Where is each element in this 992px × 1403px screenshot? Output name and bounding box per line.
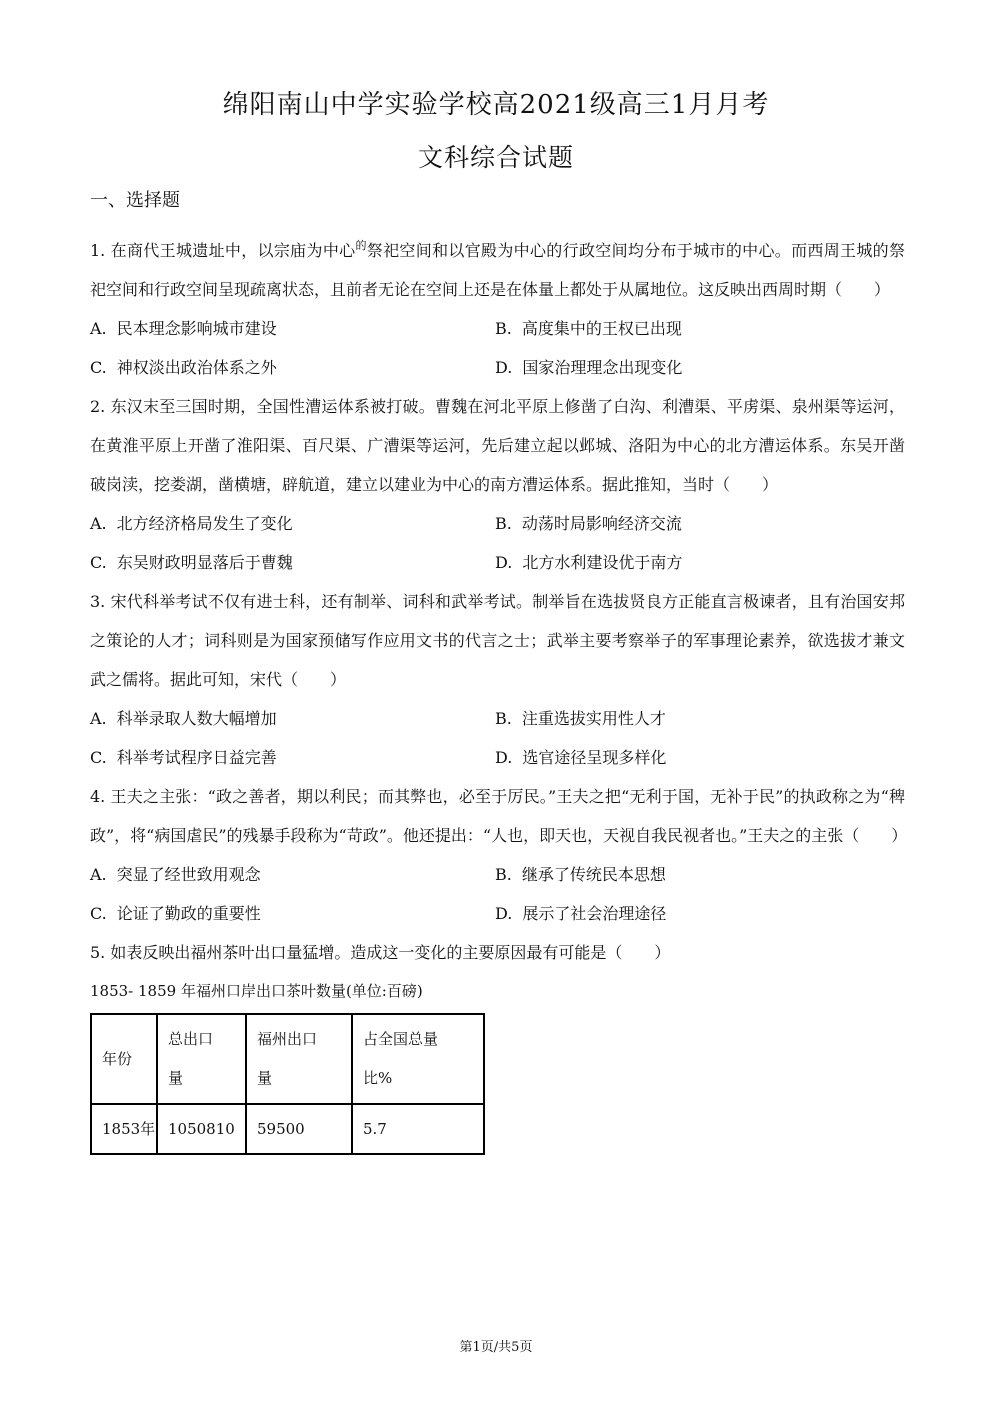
- option-b: [495, 309, 900, 348]
- table-header-row: [91, 1014, 484, 1104]
- option-key: B.: [495, 865, 512, 884]
- option-key: A.: [90, 514, 107, 533]
- option-key: C.: [90, 748, 107, 767]
- header-share-line2: 比%: [363, 1069, 393, 1087]
- header-total-line1: 总出口: [168, 1030, 214, 1048]
- header-year: 年份: [91, 1014, 157, 1104]
- option-text: 动荡时局影响经济交流: [521, 514, 682, 533]
- option-text: 北方水利建设优于南方: [522, 553, 683, 572]
- option-key: C.: [90, 904, 107, 923]
- option-d: [495, 348, 900, 387]
- option-key: D.: [495, 358, 513, 377]
- option-text: 神权淡出政治体系之外: [116, 358, 277, 377]
- question-2-options: [90, 504, 905, 582]
- question-1: [90, 226, 905, 309]
- question-3: 3. 宋代科举考试不仅有进士科，还有制举、词科和武举考试。制举旨在选拔贤良方正能直言极谏者，且有治国安邦之策论的人才；词科则是为国家预储写作应用文书的代言之士；武举主要考察举子的军事理论素养，欲选拔才兼文武之儒将。据此可知，宋代（ ）: [90, 592, 905, 689]
- option-key: D.: [495, 553, 513, 572]
- option-text: 继承了传统民本思想: [521, 865, 666, 884]
- option-text: 展示了社会治理途径: [522, 904, 667, 923]
- option-text: 东吴财政明显落后于曹魏: [116, 553, 293, 572]
- header-share: [352, 1014, 484, 1104]
- option-text: 高度集中的王权已出现: [521, 319, 682, 338]
- option-c: [90, 738, 495, 777]
- option-text: 论证了勤政的重要性: [116, 904, 261, 923]
- question-3-options: [90, 699, 905, 777]
- option-text: 民本理念影响城市建设: [116, 319, 277, 338]
- exam-subtitle: 文科综合试题: [417, 143, 574, 172]
- header-total-line2: 量: [168, 1069, 184, 1087]
- option-c: [90, 543, 495, 582]
- option-text: 国家治理理念出现变化: [522, 358, 683, 377]
- option-d: [495, 738, 900, 777]
- option-key: B.: [495, 514, 512, 533]
- question-1-sup: 的: [355, 239, 367, 252]
- cell-share: 5.7: [352, 1104, 484, 1154]
- option-key: C.: [90, 553, 107, 572]
- cell-fuzhou: 59500: [246, 1104, 352, 1154]
- option-text: 突显了经世致用观念: [116, 865, 261, 884]
- option-text: 北方经济格局发生了变化: [116, 514, 293, 533]
- option-d: [495, 543, 900, 582]
- page-number: 第1页/共5页: [459, 1340, 533, 1355]
- option-key: A.: [90, 319, 107, 338]
- option-b: [495, 699, 900, 738]
- section-heading: 一、选择题: [90, 190, 180, 211]
- option-a: [90, 855, 495, 894]
- export-table: [90, 1013, 485, 1155]
- option-key: D.: [495, 904, 513, 923]
- cell-year: 1853年: [91, 1104, 157, 1154]
- table-row: [91, 1104, 484, 1154]
- option-b: [495, 855, 900, 894]
- option-b: [495, 504, 900, 543]
- header-fuzhou-line1: 福州出口: [257, 1030, 318, 1048]
- option-a: [90, 699, 495, 738]
- option-d: [495, 894, 900, 933]
- option-a: [90, 504, 495, 543]
- question-4-options: [90, 855, 905, 933]
- table-caption: 1853- 1859 年福州口岸出口茶叶数量(单位:百磅): [90, 982, 423, 1000]
- option-c: [90, 348, 495, 387]
- option-key: B.: [495, 319, 512, 338]
- option-key: B.: [495, 709, 512, 728]
- header-total: [157, 1014, 246, 1104]
- question-5: 5. 如表反映出福州茶叶出口量猛增。造成这一变化的主要原因最有可能是（ ）: [90, 943, 671, 962]
- option-text: 科举考试程序日益完善: [116, 748, 277, 767]
- option-key: C.: [90, 358, 107, 377]
- option-text: 注重选拔实用性人才: [521, 709, 666, 728]
- question-1-text-b: 祭祀空间和以官殿为中心的行政空间均分布于城市的中心。而西周王城的祭祀空间和行政空间呈现疏离状态，且前者无论在空间上还是在体量上都处于从属地位。这反映出西周时期（ ）: [90, 241, 906, 299]
- option-text: 选官途径呈现多样化: [522, 748, 667, 767]
- option-text: 科举录取人数大幅增加: [116, 709, 277, 728]
- option-key: D.: [495, 748, 513, 767]
- exam-title: 绵阳南山中学实验学校高2021级高三1月月考: [222, 90, 770, 120]
- header-fuzhou-line2: 量: [257, 1069, 273, 1087]
- option-key: A.: [90, 865, 107, 884]
- option-c: [90, 894, 495, 933]
- question-1-text-a: 1. 在商代王城遗址中，以宗庙为中心: [90, 241, 356, 260]
- cell-total: 1050810: [157, 1104, 246, 1154]
- header-fuzhou: [246, 1014, 352, 1104]
- questions: [90, 226, 908, 1155]
- question-2: 2. 东汉末至三国时期，全国性漕运体系被打破。曹魏在河北平原上修凿了白沟、利漕渠、平虏渠、泉州渠等运河，在黄淮平原上开凿了淮阳渠、百尺渠、广漕渠等运河，先后建立起以邺城、洛阳为中心的北方漕运体系。东吴开凿破岗渎，挖娄湖，凿横塘，辟航道，建立以建业为中心的南方漕运体系。据此推知，当时（ ）: [90, 397, 905, 494]
- question-1-options: [90, 309, 905, 387]
- header-share-line1: 占全国总量: [363, 1030, 439, 1048]
- question-4: 4. 王夫之主张：“政之善者，期以利民；而其弊也，必至于厉民。”王夫之把“无利于国，无补于民”的执政称之为“稗政”，将“病国虐民”的残暴手段称为“苛政”。他还提出：“人也，即天也，天视自我民视者也。”王夫之的主张（ ）: [90, 787, 908, 845]
- option-a: [90, 309, 495, 348]
- option-key: A.: [90, 709, 107, 728]
